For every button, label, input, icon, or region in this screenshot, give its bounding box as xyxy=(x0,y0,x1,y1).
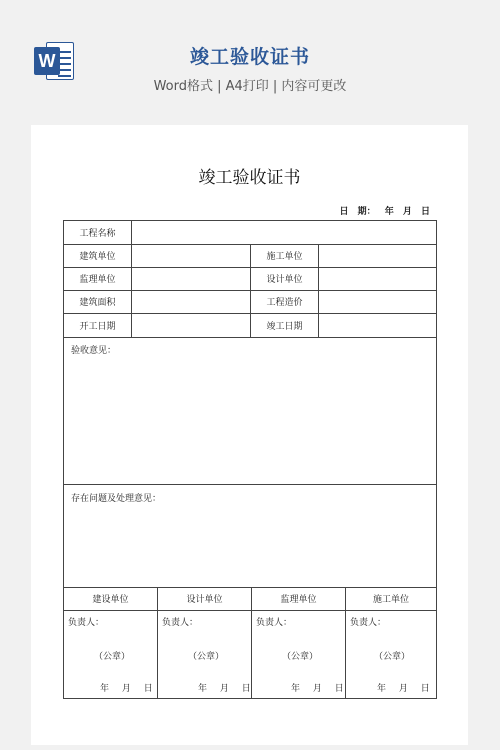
label-design-unit: 设计单位 xyxy=(266,275,303,285)
sig-unit-supervision: 监理单位 xyxy=(280,595,317,605)
label-construction-unit: 施工单位 xyxy=(266,252,303,262)
field-completion-date[interactable] xyxy=(319,313,436,337)
sig-person-design: 负责人： xyxy=(162,618,199,628)
label-building-area: 建筑面积 xyxy=(79,298,116,308)
issues-opinion-label: 存在问题及处理意见： xyxy=(71,494,162,504)
label-project-cost: 工程造价 xyxy=(266,298,303,308)
sig-seal-construction: （公章） xyxy=(374,652,411,662)
page-title: 竣工验收证书 xyxy=(189,46,310,68)
sig-person-supervision: 负责人： xyxy=(256,618,293,628)
sig-date-construction: 年 月 日 xyxy=(377,684,430,694)
sig-unit-design: 设计单位 xyxy=(186,595,223,605)
sig-person-construction: 负责人： xyxy=(350,618,387,628)
word-badge: W xyxy=(34,47,60,75)
page-subtitle: Word格式 | A4打印 | 内容可更改 xyxy=(153,79,347,94)
field-design-unit[interactable] xyxy=(319,267,436,290)
sig-date-build: 年 月 日 xyxy=(100,684,153,694)
label-project-name: 工程名称 xyxy=(79,229,116,239)
sig-seal-supervision: （公章） xyxy=(282,652,319,662)
field-project-name[interactable] xyxy=(132,221,436,244)
acceptance-opinion-label: 验收意见： xyxy=(71,346,117,356)
certificate-form xyxy=(63,220,437,699)
field-construction-unit[interactable] xyxy=(319,244,436,267)
sig-seal-design: （公章） xyxy=(188,652,225,662)
field-building-area[interactable] xyxy=(132,290,250,313)
label-build-unit: 建筑单位 xyxy=(79,252,116,262)
date-line: 日 期： 年 月 日 xyxy=(339,207,430,217)
field-build-unit[interactable] xyxy=(132,244,250,267)
page-header xyxy=(0,0,500,115)
label-start-date: 开工日期 xyxy=(79,321,116,332)
field-project-cost[interactable] xyxy=(319,290,436,313)
field-supervision-unit[interactable] xyxy=(132,267,250,290)
document-title: 竣工验收证书 xyxy=(198,168,301,188)
label-supervision-unit: 监理单位 xyxy=(79,275,116,285)
sig-seal-build: （公章） xyxy=(94,652,131,662)
sig-unit-construction: 施工单位 xyxy=(372,595,409,605)
document-page xyxy=(31,125,468,745)
label-completion-date: 竣工日期 xyxy=(266,321,303,332)
field-start-date[interactable] xyxy=(132,313,250,337)
sig-date-supervision: 年 月 日 xyxy=(291,684,344,694)
sig-person-build: 负责人： xyxy=(68,618,105,628)
sig-unit-build: 建设单位 xyxy=(92,595,129,605)
sig-date-design: 年 月 日 xyxy=(198,684,251,694)
